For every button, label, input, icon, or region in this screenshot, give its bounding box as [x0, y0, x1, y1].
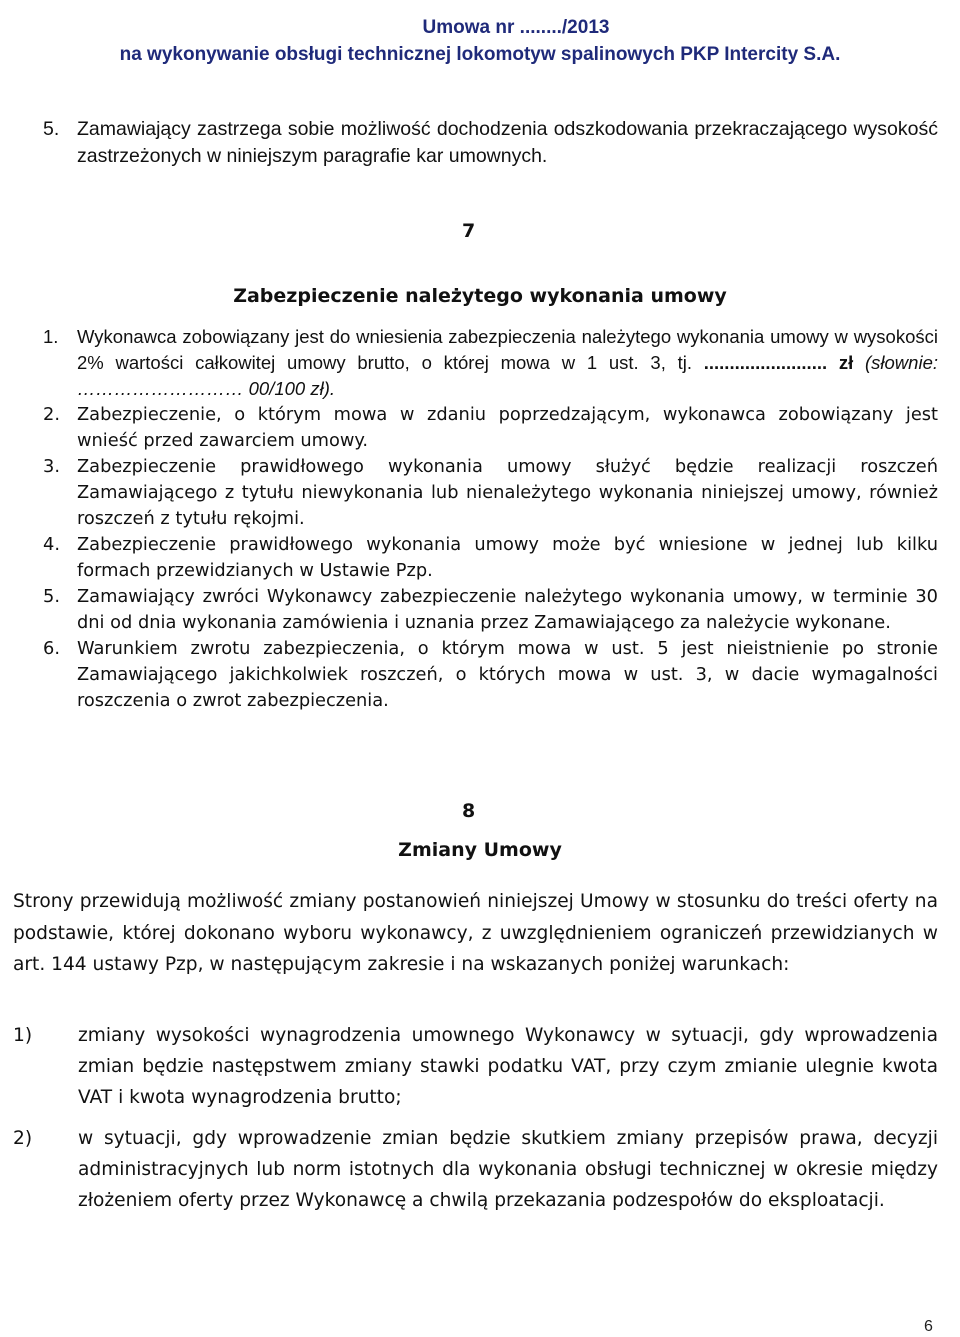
header-contract-number: Umowa nr ......../2013	[422, 17, 610, 38]
list-item	[43, 532, 938, 584]
section-8-list-item-1	[13, 1020, 938, 1113]
item-text: Wykonawca zobowiązany jest do wniesienia zabezpieczenia należytego wykonania umowy w wysokości 2% wartości całkowitej umowy brutto, o której mowa w	[77, 326, 938, 373]
amount-in-words: (słownie: ……………………… 00/100 zł).	[77, 352, 938, 399]
section-7-sign	[462, 220, 475, 242]
amount-placeholder: ........................ zł	[703, 352, 854, 373]
list-item	[43, 584, 938, 636]
list-item	[13, 1020, 938, 1113]
item-text-continued: 1 ust. 3, tj.	[586, 352, 704, 373]
section-7-list	[43, 324, 938, 714]
section-8-intro: Strony przewidują możliwość zmiany postanowień niniejszej Umowy w stosunku do treści oferty na podstawie, której dokonano wyboru wykonawcy, z uwzględnieniem ograniczeń przewidzianych w art. 144 ustawy Pzp, w następującym zakresie i na wskazanych poniżej warunkach:	[13, 891, 938, 975]
item-text: zmiany wysokości wynagrodzenia umownego Wykonawcy w sytuacji, gdy wprowadzenia zmian będzie następstwem zmiany stawki podatku VAT, przy czym zmianie ulegnie kwota VAT i kwota wynagrodzenia brutto;	[78, 1025, 938, 1108]
item-text: Zamawiający zastrzega sobie możliwość dochodzenia odszkodowania przekraczającego wysokość zastrzeżonych w niniejszym paragrafie kar umownych.	[77, 118, 938, 167]
item-number: 1.	[43, 326, 59, 347]
item-text: w sytuacji, gdy wprowadzenie zmian będzie skutkiem zmiany przepisów prawa, decyzji administracyjnych lub norm istotnych dla wykonania obsługi technicznej w okresie między złożeniem oferty przez Wykonawcę a chwilą przekazania podzespołów do eksploatacji.	[78, 1128, 938, 1211]
document-header	[0, 14, 960, 68]
list-item	[43, 636, 938, 714]
item-text: Warunkiem zwrotu zabezpieczenia, o którym mowa w ust. 5 jest nieistnienie po stronie Zamawiającego jakichkolwiek roszczeń, o których mowa w ust. 3, w dacie wymagalności roszczenia o zwrot zabezpieczenia.	[77, 638, 938, 711]
page-number: 6	[924, 1318, 933, 1335]
item-number: 3.	[43, 456, 60, 477]
section-7-title: Zabezpieczenie należytego wykonania umowy	[233, 285, 727, 307]
item-number: 6.	[43, 638, 60, 659]
item-number: 4.	[43, 534, 60, 555]
section-8-list-item-2	[13, 1123, 938, 1216]
header-contract-subject: na wykonywanie obsługi technicznej lokomotyw spalinowych PKP Intercity S.A.	[119, 44, 841, 65]
item-number: 5.	[43, 586, 60, 607]
item-text: Zabezpieczenie, o którym mowa w zdaniu poprzedzającym, wykonawca zobowiązany jest wnieść przed zawarciem umowy.	[77, 404, 938, 451]
item-text: Zamawiający zwróci Wykonawcy zabezpieczenie należytego wykonania umowy, w terminie 30 dni od dnia wykonania zamówienia i uznania przez Zamawiającego za należycie wykonane.	[77, 586, 938, 633]
section-8-sign	[462, 800, 475, 822]
item-number: 2.	[43, 404, 60, 425]
item-text: Zabezpieczenie prawidłowego wykonania umowy służyć będzie realizacji roszczeń Zamawiającego z tytułu niewykonania lub nienależytego wykonania niniejszej umowy, również roszczeń z tytułu rękojmi.	[77, 456, 938, 529]
list-item	[13, 1123, 938, 1216]
list-item	[43, 116, 938, 169]
previous-section-list	[43, 116, 938, 169]
item-number: 1)	[13, 1025, 33, 1046]
list-item	[43, 454, 938, 532]
list-item	[43, 324, 938, 402]
section-7-number: 7	[462, 220, 476, 242]
section-8-number: 8	[462, 800, 476, 822]
item-number: 5.	[43, 118, 60, 140]
list-item	[43, 402, 938, 454]
item-text: Zabezpieczenie prawidłowego wykonania umowy może być wniesione w jednej lub kilku formach przewidzianych w Ustawie Pzp.	[77, 534, 938, 581]
section-8-title: Zmiany Umowy	[398, 839, 562, 861]
item-number: 2)	[13, 1128, 33, 1149]
